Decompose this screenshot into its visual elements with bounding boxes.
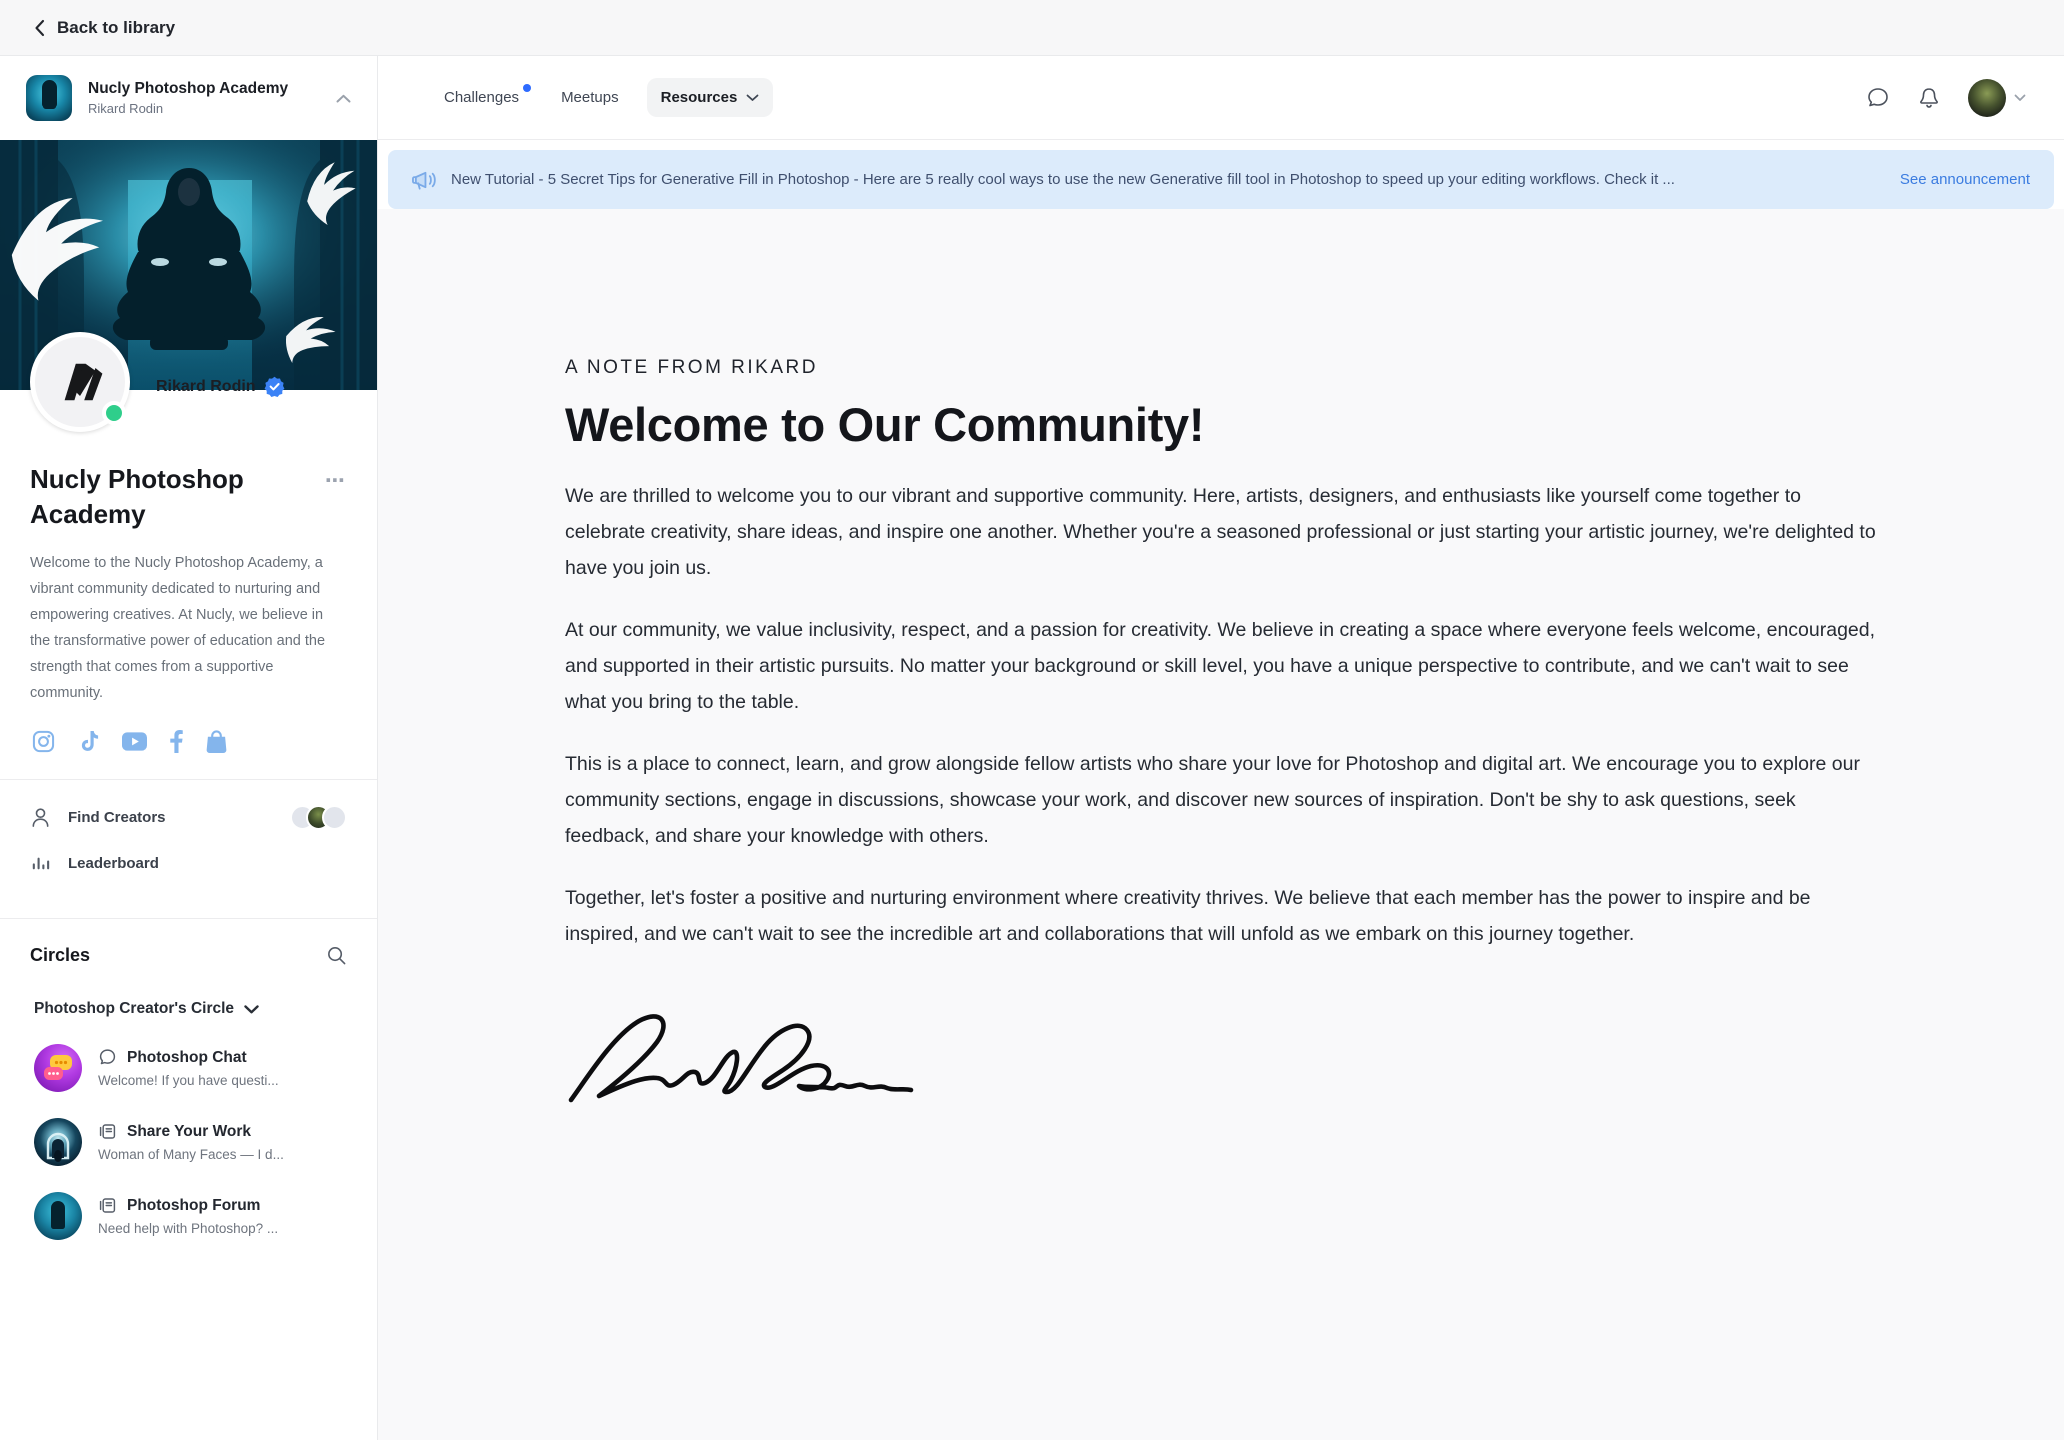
community-name: Nucly Photoshop Academy: [88, 80, 289, 97]
posts-icon: [98, 1122, 117, 1141]
resources-chevron-down-icon: [746, 94, 759, 102]
bell-icon: [1917, 86, 1941, 110]
paragraph-3: This is a place to connect, learn, and grow alongside fellow artists who share your love for Photoshop and digital art. We encourage you to explore our community sections, engage in discussions, showcase your work, and discover new sources of inspiration. Don't be shy to ask questions, seek feedback, and share your knowledge with others.: [565, 753, 1860, 847]
social-links: [0, 706, 377, 753]
paragraph-1: We are thrilled to welcome you to our vibrant and supportive community. Here, artists, designers, and enthusiasts like yourself come together to celebrate creativity, share ideas, and inspire one another. Whether you're a seasoned professional or just starting your artistic journey, we're delighted to have you join us.: [565, 485, 1876, 579]
share-your-work-avatar: [34, 1118, 82, 1166]
signature-image: [565, 1008, 1877, 1112]
circle-item-subtitle: Welcome! If you have questi...: [98, 1073, 279, 1088]
owner-avatar[interactable]: [30, 332, 130, 432]
tab-resources[interactable]: [647, 78, 774, 117]
library-topbar: [0, 0, 2064, 56]
photoshop-forum-avatar: [34, 1192, 82, 1240]
challenges-notification-dot: [523, 84, 531, 92]
chat-bubble-icon: [98, 1048, 117, 1067]
circle-item-subtitle: Need help with Photoshop? ...: [98, 1221, 279, 1236]
note-eyebrow: A NOTE FROM RIKARD: [565, 357, 818, 378]
chat-bubble-icon: [1866, 86, 1890, 110]
notifications-button[interactable]: [1917, 86, 1941, 110]
verified-badge-icon: [264, 376, 285, 397]
shop-bag-icon[interactable]: [206, 730, 227, 753]
circle-item-photoshop-forum[interactable]: [0, 1192, 377, 1240]
announcement-banner[interactable]: [388, 150, 2054, 209]
see-announcement-link[interactable]: See announcement: [1899, 171, 2030, 188]
community-sidebar: [0, 56, 378, 1440]
paragraph-2: At our community, we value inclusivity, respect, and a passion for creativity. We believe in creating a space where everyone feels welcome, encouraged, and supported in their artistic pursuits. No matter your background or skill level, you have a unique perspective to contribute, and we can't wait to see what you bring to the table.: [565, 619, 1876, 713]
circle-group-label: Photoshop Creator's Circle: [34, 1000, 235, 1017]
user-chevron-down-icon: [2014, 94, 2026, 102]
sidebar-item-leaderboard[interactable]: [30, 840, 347, 886]
circles-search-icon[interactable]: [326, 945, 347, 966]
tab-meetups[interactable]: [547, 78, 633, 117]
facebook-icon[interactable]: [170, 730, 183, 753]
owner-profile: [0, 332, 377, 432]
circles-heading: Circles: [30, 945, 91, 965]
header-tabs: [430, 78, 773, 117]
tiktok-icon[interactable]: [78, 730, 99, 753]
instagram-icon[interactable]: [32, 730, 55, 753]
owner-name: Rikard Rodin: [156, 377, 256, 395]
community-switcher[interactable]: [0, 56, 377, 140]
community-description: Welcome to the Nucly Photoshop Academy, a vibrant community dedicated to nurturing and empowering creatives. At Nucly, we believe in the transformative power of education and the strength that comes from a supportive community.: [30, 555, 326, 701]
posts-icon: [98, 1196, 117, 1215]
sidebar-item-find-creators[interactable]: [30, 794, 347, 840]
announcement-text: New Tutorial - 5 Secret Tips for Generative Fill in Photoshop - Here are 5 really cool ways to use the new Generative fill tool in Photoshop to speed up your editing workflows. Check it ...: [451, 171, 1675, 188]
tab-meetups-label: Meetups: [561, 89, 619, 106]
circle-item-title: Photoshop Chat: [127, 1048, 247, 1066]
messages-button[interactable]: [1866, 86, 1890, 110]
bar-chart-icon: [30, 853, 51, 874]
user-avatar: [1968, 79, 2006, 117]
tab-resources-label: Resources: [660, 89, 738, 106]
back-chevron-icon: [34, 19, 45, 37]
circle-item-title: Photoshop Forum: [127, 1196, 261, 1214]
circle-item-title: Share Your Work: [127, 1122, 252, 1140]
chevron-down-icon: [244, 1005, 259, 1014]
circle-item-photoshop-chat[interactable]: [0, 1044, 377, 1092]
tab-challenges-label: Challenges: [444, 89, 520, 106]
community-title-heading: Nucly Photoshop Academy: [30, 464, 244, 529]
user-menu[interactable]: [1968, 79, 2026, 117]
back-to-library-label: Back to library: [57, 17, 176, 37]
youtube-icon[interactable]: [122, 732, 147, 751]
community-header: [378, 56, 2064, 140]
megaphone-icon: [412, 169, 437, 191]
paragraph-4: Together, let's foster a positive and nurturing environment where creativity thrives. We believe that each member has the power to inspire and be inspired, and we can't wait to see the incredible art and collaborations that will unfold as we embark on this journey together.: [565, 887, 1811, 945]
person-icon: [30, 807, 51, 828]
community-avatar: [26, 75, 72, 121]
circle-item-subtitle: Woman of Many Faces — I d...: [98, 1147, 284, 1162]
creator-avatars: [290, 805, 347, 830]
find-creators-label: Find Creators: [68, 808, 166, 826]
photoshop-chat-avatar: [34, 1044, 82, 1092]
nucly-logo-icon: [52, 354, 108, 410]
circle-item-share-your-work[interactable]: [0, 1118, 377, 1166]
leaderboard-label: Leaderboard: [68, 854, 159, 872]
circle-group-toggle[interactable]: [0, 966, 377, 1018]
resource-page: [378, 209, 2064, 1440]
tab-challenges[interactable]: [430, 78, 533, 117]
community-owner: Rikard Rodin: [88, 101, 164, 116]
back-to-library-button[interactable]: [34, 18, 175, 38]
online-status-dot: [102, 401, 126, 425]
page-title: Welcome to Our Community!: [565, 398, 1205, 451]
community-options-button[interactable]: ⋯: [325, 470, 347, 492]
collapse-chevron-up-icon[interactable]: [336, 94, 351, 103]
